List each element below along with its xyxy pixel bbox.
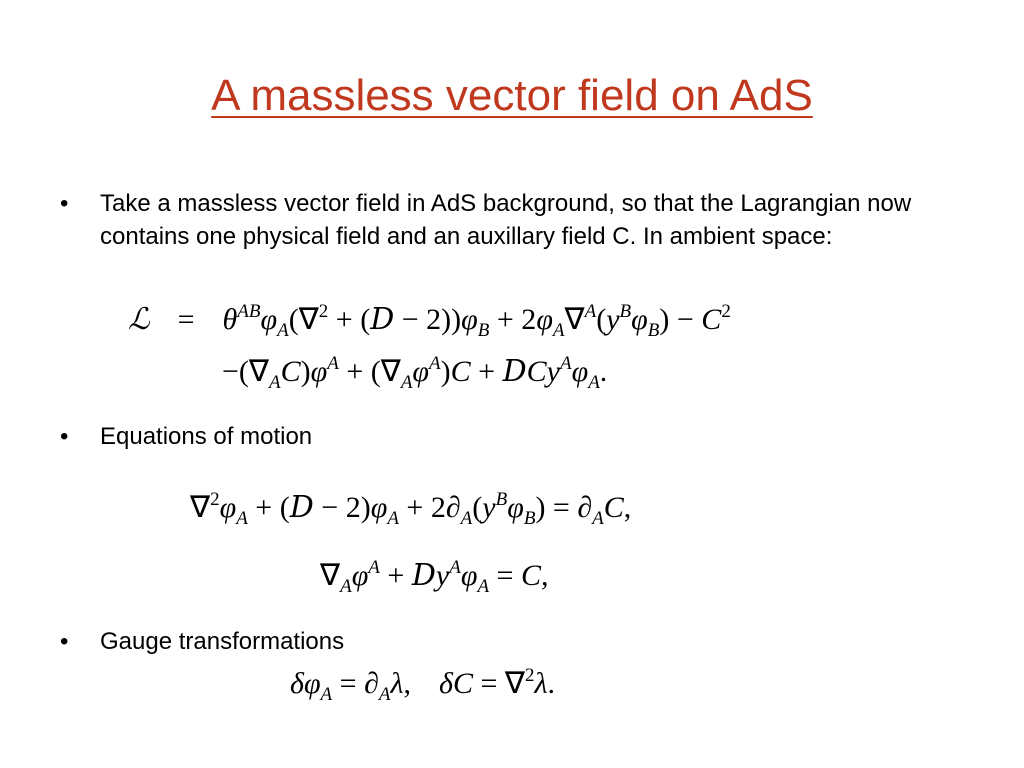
bullet-marker: • bbox=[60, 628, 69, 655]
equation-of-motion-2: $\nabla_A\varphi^A + Dy^A\varphi_A = C$, bbox=[320, 557, 549, 597]
bullet-item bbox=[60, 187, 960, 253]
slide-title: A massless vector field on AdS bbox=[211, 71, 813, 120]
bullet-item bbox=[60, 420, 960, 453]
lagrangian-line-2: $-(\nabla_AC)\varphi^A + (\nabla_A\varphi^A)C + DCy^A\varphi_A$. bbox=[222, 353, 608, 393]
bullet-marker: • bbox=[60, 190, 69, 217]
gauge-transformation-equation: $\delta\varphi_A = \partial_A\lambda$, δC = ∇$^2$λ. bbox=[290, 665, 555, 705]
bullet-text: Take a massless vector field in AdS background, so that the Lagrangian now contains one physical field and an auxillary field C. In ambient space: bbox=[100, 190, 912, 250]
bullet-item bbox=[60, 625, 960, 658]
bullet-marker: • bbox=[60, 423, 69, 450]
bullet-text: Equations of motion bbox=[100, 423, 313, 450]
bullet-text: Gauge transformations bbox=[100, 628, 345, 655]
lagrangian-line-1: ℒ = $\theta^{AB}\varphi_A(\nabla^2 + (D - 2))\varphi_B + 2\varphi_A\nabla^A(y^B\varphi_B) - C^2$ bbox=[128, 301, 731, 341]
equation-of-motion-1: $\nabla^2\varphi_A + (D - 2)\varphi_A + 2\partial_A(y^B\varphi_B) = \partial_AC$, bbox=[190, 489, 632, 529]
